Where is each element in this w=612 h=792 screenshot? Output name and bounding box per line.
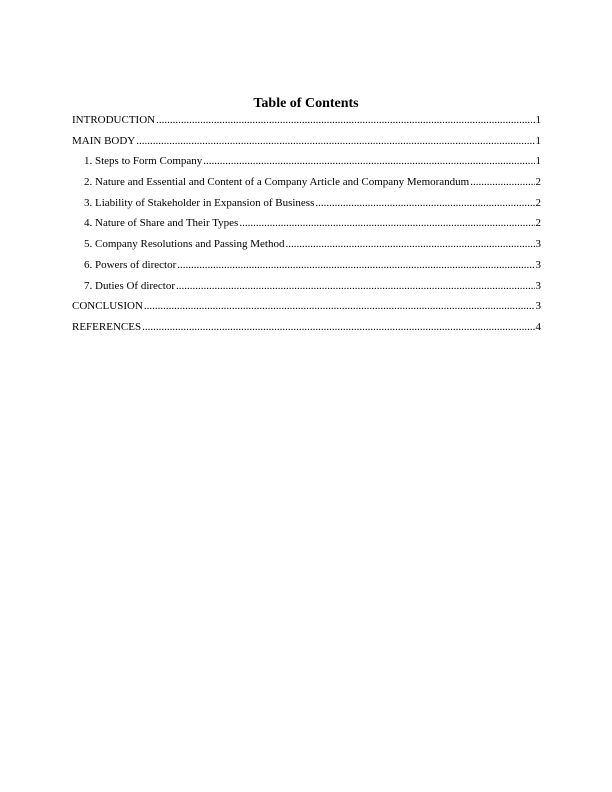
toc-page-number: 3	[535, 279, 541, 292]
toc-dot-leader	[177, 258, 534, 272]
toc-dot-leader	[176, 279, 534, 293]
toc-entry-conclusion[interactable]	[72, 299, 541, 320]
toc-entry-nature-and-essential[interactable]	[72, 175, 541, 196]
toc-entry-text: 3. Liability of Stakeholder in Expansion of Business	[84, 196, 315, 209]
toc-page-number: 3	[535, 258, 541, 271]
toc-page-number: 1	[535, 134, 541, 147]
toc-entry-text: 5. Company Resolutions and Passing Method	[84, 238, 285, 251]
toc-entry-text: CONCLUSION	[72, 300, 143, 313]
toc-dot-leader	[142, 320, 534, 334]
toc-dot-leader	[239, 216, 534, 230]
toc-entry-text: 6. Powers of director	[84, 258, 177, 271]
toc-dot-leader	[315, 196, 534, 210]
toc-dot-leader	[156, 113, 534, 127]
toc-entry-company-resolutions[interactable]	[72, 237, 541, 258]
toc-entry-text: 7. Duties Of director	[84, 279, 176, 292]
toc-entry-nature-of-share[interactable]	[72, 216, 541, 237]
toc-entry-introduction[interactable]	[72, 113, 541, 134]
toc-entry-text: 4. Nature of Share and Their Types	[84, 217, 239, 230]
toc-entry-duties-of-director[interactable]	[72, 279, 541, 300]
toc-entry-text: 1. Steps to Form Company	[84, 155, 203, 168]
toc-entry-main-body[interactable]	[72, 134, 541, 155]
toc-entry-liability-of-stakeholder[interactable]	[72, 196, 541, 217]
toc-entry-text: REFERENCES	[72, 320, 142, 333]
toc-entry-powers-of-director[interactable]	[72, 258, 541, 279]
toc-entry-text: MAIN BODY	[72, 134, 136, 147]
toc-page-number: 2	[535, 176, 541, 189]
toc-page-number: 2	[535, 217, 541, 230]
toc-page-number: 4	[535, 320, 541, 333]
toc-page-number: 2	[535, 196, 541, 209]
toc-entry-text: 2. Nature and Essential and Content of a Company Article and Company Memorandum	[84, 176, 470, 189]
table-of-contents	[72, 113, 541, 341]
toc-page-number: 1	[535, 155, 541, 168]
toc-entry-text: INTRODUCTION	[72, 114, 156, 126]
toc-dot-leader	[470, 175, 534, 189]
toc-entry-references[interactable]	[72, 320, 541, 341]
toc-page-number: 3	[535, 238, 541, 251]
toc-page-number: 1	[535, 114, 541, 126]
toc-dot-leader	[285, 237, 534, 251]
toc-dot-leader	[144, 299, 535, 313]
toc-title: Table of Contents	[253, 96, 359, 111]
toc-dot-leader	[136, 134, 534, 148]
toc-entry-steps-to-form-company[interactable]	[72, 154, 541, 175]
toc-page-number: 3	[535, 300, 541, 313]
toc-dot-leader	[203, 154, 534, 168]
